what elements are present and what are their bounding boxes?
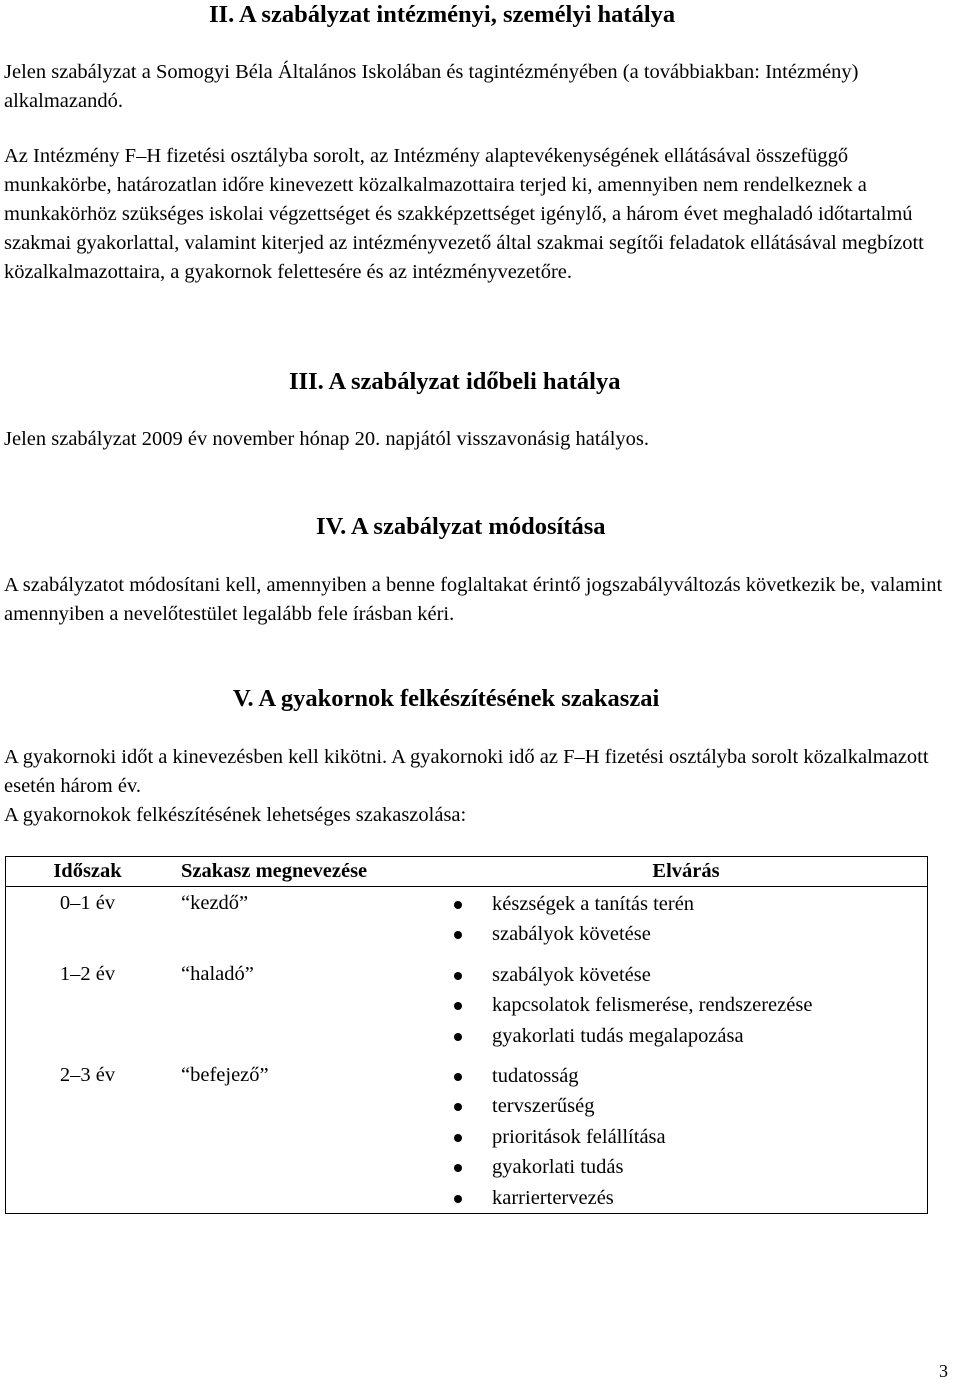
section-4-paragraph: A szabályzatot módosítani kell, amennyiben a benne foglaltakat érintő jogszabályváltozás következik be, valamint amennyiben a nevelőtestület legalább fele írásban kéri.: [4, 574, 943, 625]
stage-expectations: [445, 1059, 928, 1213]
expectation-text: készségek a tanítás terén: [492, 893, 695, 915]
expectation-text: gyakorlati tudás megalapozása: [492, 1024, 744, 1047]
section-4-heading: IV. A szabályzat módosítása: [316, 513, 606, 540]
header-expectation: Elvárás: [445, 857, 928, 887]
table-header-row: [6, 857, 928, 887]
bullet-icon: [454, 1195, 462, 1203]
section-2-heading: II. A szabályzat intézményi, személyi hatálya: [209, 1, 676, 28]
expectation-text: tudatosság: [492, 1064, 579, 1087]
row-spacer-cell: [6, 950, 928, 958]
list-item: [445, 919, 927, 949]
header-period: Időszak: [6, 857, 170, 887]
header-stage: Szakasz megnevezése: [169, 857, 445, 887]
stage-name: “befejező”: [181, 1063, 269, 1086]
expectation-list: [445, 960, 927, 1051]
stage-name: “kezdő”: [181, 892, 249, 914]
bullet-icon: [454, 931, 462, 939]
bullet-icon: [454, 901, 462, 909]
bullet-icon: [454, 1164, 462, 1172]
bullet-icon: [454, 1103, 462, 1111]
expectation-text: prioritások felállítása: [492, 1125, 666, 1148]
list-item: [445, 990, 927, 1020]
stage-expectations: [445, 887, 928, 950]
list-item: [445, 1061, 927, 1091]
expectation-text: kapcsolatok felismerése, rendszerezése: [492, 994, 813, 1017]
bullet-icon: [454, 972, 462, 980]
list-item: [445, 889, 927, 919]
expectation-list: [445, 889, 927, 950]
bullet-icon: [454, 1073, 462, 1081]
expectation-text: gyakorlati tudás: [492, 1156, 624, 1179]
list-item: [445, 1021, 927, 1051]
expectation-text: karriertervezés: [492, 1186, 614, 1209]
list-item: [445, 960, 927, 990]
internship-stages-table: [5, 856, 928, 1214]
list-item: [445, 1122, 927, 1152]
section-5-heading: V. A gyakornok felkészítésének szakaszai: [233, 685, 660, 712]
bullet-icon: [454, 1033, 462, 1041]
bullet-icon: [454, 1134, 462, 1142]
section-5-paragraph-1: A gyakornoki időt a kinevezésben kell kikötni. A gyakornoki idő az F–H fizetési osztályba sorolt közalkalmazott esetén három év.: [4, 746, 929, 797]
stage-period: 0–1 év: [59, 892, 116, 914]
row-spacer: [6, 1051, 928, 1059]
list-item: [445, 1091, 927, 1121]
page-number: 3: [939, 1361, 948, 1381]
expectation-text: szabályok követése: [492, 923, 651, 946]
table-row: [6, 1059, 928, 1213]
expectation-list: [445, 1061, 927, 1213]
stage-period: 2–3 év: [59, 1063, 116, 1086]
section-3-paragraph: Jelen szabályzat 2009 év november hónap 20. napjától visszavonásig hatályos.: [4, 428, 649, 450]
stage-name: “haladó”: [181, 962, 254, 985]
bullet-icon: [454, 1002, 462, 1010]
expectation-text: tervszerűség: [492, 1095, 595, 1118]
table-body: [6, 887, 928, 1214]
section-2-paragraph-2: Az Intézmény F–H fizetési osztályba sorolt, az Intézmény alaptevékenységének ellátásával összefüggő munkakörbe, határozatlan időre kinevezett közalkalmazottaira terjed ki, amennyiben nem rendelkeznek a munkakörhöz szükséges iskolai végzettséget és szakképzettséget igénylő, a három évet meghaladó időtartalmú szakmai gyakorlattal, valamint kiterjed az intézményvezető által szakmai segítői feladatok ellátásával megbízott közalkalmazottaira, a gyakornok felettesére és az intézményvezetőre.: [4, 145, 924, 283]
section-3-heading: III. A szabályzat időbeli hatálya: [289, 368, 621, 395]
stage-expectations: [445, 958, 928, 1051]
stage-period: 1–2 év: [59, 962, 116, 985]
row-spacer: [6, 950, 928, 958]
expectation-text: szabályok követése: [492, 963, 651, 986]
table-row: [6, 958, 928, 1051]
list-item: [445, 1183, 927, 1213]
section-5-paragraph-2: A gyakornokok felkészítésének lehetséges szakaszolása:: [4, 804, 467, 826]
list-item: [445, 1152, 927, 1182]
row-spacer-cell: [6, 1051, 928, 1059]
table-row: [6, 887, 928, 950]
section-2-paragraph-1: Jelen szabályzat a Somogyi Béla Általános Iskolában és tagintézményében (a továbbiakban: Intézmény) alkalmazandó.: [4, 61, 859, 112]
